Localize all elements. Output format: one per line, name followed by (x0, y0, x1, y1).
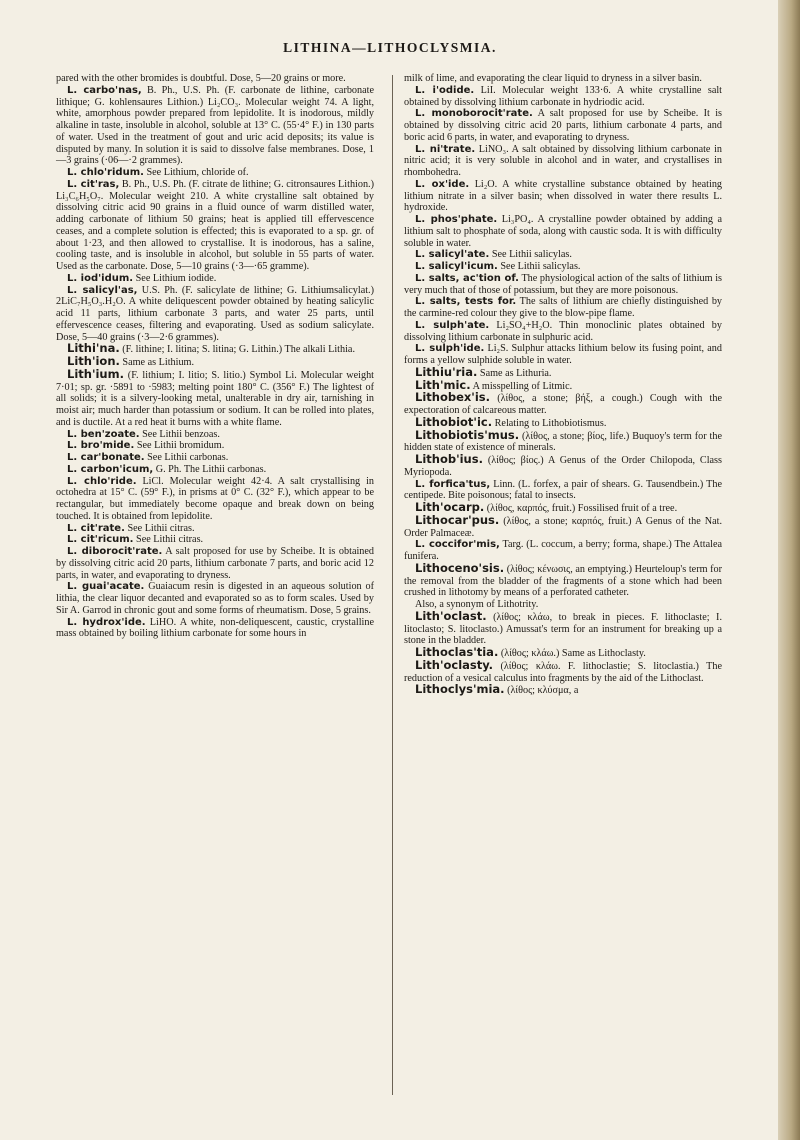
entry-headword: Lithiu'ria. (415, 364, 478, 379)
entry-headword: L. salts, ac'tion of. (415, 272, 519, 284)
entry-headword: L. chlo'ride. (67, 475, 137, 487)
dictionary-entry (404, 684, 722, 697)
entry-headword: L. ben'zoate. (67, 428, 140, 440)
entry-headword: Lith'mic. (415, 377, 471, 392)
entry-headword: L. sulph'ide. (415, 343, 485, 355)
entry-headword: L. diborocit'rate. (67, 546, 163, 557)
entry-text: (λίθος; κλύσμα, a (504, 685, 579, 697)
entry-headword: L. salicyl'ate. (415, 249, 490, 261)
entry-headword: Lith'oclasty. (415, 657, 494, 672)
entry-text: A salt proposed for use by Scheibe. It is obtained by dissolving citric acid 20 parts, lithium carbonate 7 parts, and boric acid 12 parts, in water, and evaporating to dryness. (56, 546, 375, 581)
entry-text: A salt proposed for use by Scheibe. It is obtained by dissolving citric acid 20 parts, lithium carbonate 4 parts, and boric acid 6 parts, in water, and evaporating to dryness. (404, 108, 723, 143)
dictionary-entry (56, 440, 374, 452)
entry-text: (λίθος, καρπός, fruit.) Fossilised fruit of a tree. (484, 503, 678, 514)
dictionary-entry (404, 657, 722, 685)
dictionary-entry (404, 73, 722, 85)
dictionary-entry (56, 273, 374, 285)
entry-text: See Lithii benzoas. (139, 428, 220, 440)
entry-text: Relating to Lithobiotismus. (492, 417, 607, 429)
dictionary-entry (56, 179, 374, 273)
entry-headword: L. chlo'ridum. (67, 167, 144, 178)
entry-text: A misspelling of Litmic. (470, 380, 573, 392)
dictionary-entry (56, 429, 374, 441)
dictionary-entry (404, 560, 722, 599)
entry-headword: L. ox'ide. (415, 178, 470, 190)
entry-headword: Lithobiot'ic. (415, 414, 493, 429)
entry-text: Li₃PO₄. A crystalline powder obtained by adding a lithium salt to phosphate of soda, along with caustic soda. It is with difficulty soluble in water. (404, 214, 722, 249)
entry-headword: L. phos'phate. (415, 214, 498, 225)
dictionary-entry (56, 167, 374, 179)
entry-text: (F. lithine; I. litina; S. litina; G. Lithin.) The alkali Lithia. (119, 344, 355, 356)
page-edge-shadow (778, 0, 800, 1140)
entry-text: (λίθος; κλάω.) Same as Lithoclasty. (498, 648, 646, 659)
entry-text: See Lithii salicylas. (497, 261, 581, 272)
entry-text: (λίθος; κένωσις, an emptying.) Heurteloup's term for the removal from the bladder of the fragments of a stone which had been crushed in lithotomy by means of a perforated catheter. (404, 563, 722, 599)
dictionary-entry (56, 85, 374, 167)
entry-text: U.S. Ph. (F. salicylate de lithine; G. Lithiumsalicylat.) 2LiC₇H₅O₃.H₂O. A white deliquescent powder obtained by heating salicylic acid 11 parts, lithium carbonate 3 parts, and water 25 parts, until effervescence ceases, filtering and evaporating. Used as sodium salicylate. Dose, 5—40 grains (·3—2·6 grammes). (56, 284, 374, 343)
dictionary-entry (56, 452, 374, 464)
entry-text: (λίθος, a stone; βήξ, a cough.) Cough with the expectoration of calcareous matter. (404, 393, 722, 416)
entry-text: LiHO. A white, non-deliquescent, caustic, crystalline mass obtained by boiling lithium carbonate for some hours in (56, 616, 374, 640)
dictionary-entry (404, 454, 722, 479)
dictionary-entry (404, 512, 722, 540)
entry-text: (λίθος; κλάω, to break in pieces. F. lithoclaste; I. litoclasto; S. litoclasto.) Amussat's term for an instrument for breaking up a stone in the bladder. (404, 611, 722, 647)
dictionary-entry (404, 261, 722, 273)
entry-text: Same as Lithuria. (477, 367, 552, 379)
entry-headword: L. forfica'tus, (415, 478, 491, 490)
entry-text: (λίθος, a stone; βίος, life.) Buquoy's term for the hidden state of existence of minerals. (404, 430, 722, 454)
entry-headword: Lith'ocarp. (415, 500, 485, 514)
entry-text: B. Ph., U.S. Ph. (F. citrate de lithine; G. citronsaures Lithion.) Li₃C₆H₅O₇. Molecular weight 210. A white crystalline salt obtained by dissolving citric acid 90 grains in a fluid ounce of warm distilled water, adding carbonate of lithium 50 grains; heat is applied till effervescence ceases, and a complete solution is effected; this is evaporated to a sp. gr. of about 1·23, and then allowed to crystallise. It is inodorous, has a saline, cooling taste, and is insoluble in alcohol, but soluble in 55 parts of water. Used as the carbonate. Dose, 5—10 grains (·3—·65 gramme). (56, 178, 374, 272)
entry-headword: Lith'ion. (67, 354, 120, 368)
entry-headword: L. salts, tests for. (415, 296, 517, 308)
entry-headword: L. hydrox'ide. (67, 616, 146, 628)
entry-text: (F. lithium; I. litio; S. litio.) Symbol Li. Molecular weight 7·01; sp. gr. ·5891 to ·5983; melting point 180° C. (356° F.) The lightest of all solids; it is a silvery-looking metal, unalterable in dry air, tarnishing in moist air; much harder than potassium or sodium. It can be rolled into plates, and is ductile. At a red heat it burns with a white flame. (56, 369, 374, 428)
entry-text: milk of lime, and evaporating the clear liquid to dryness in a silver basin. (404, 73, 702, 84)
entry-text: Li₂SO₄+H₂O. Thin monoclinic plates obtained by dissolving lithium carbonate in sulphuric acid. (404, 319, 722, 343)
entry-headword: L. carbo'nas, (67, 84, 142, 96)
entry-headword: L. salicyl'as, (67, 284, 138, 296)
entry-text: LiNO₃. A salt obtained by dissolving lithium carbonate in nitric acid; it is very soluble in alcohol and in water, and crystallises in rhombohedra. (404, 143, 722, 178)
entry-text: Targ. (L. coccum, a berry; forma, shape.) The Attalea funifera. (404, 539, 722, 562)
dictionary-entry (56, 464, 374, 476)
dictionary-entry (56, 73, 374, 85)
entry-headword: L. car'bonate. (67, 452, 145, 463)
dictionary-entry (404, 249, 722, 261)
entry-text: LiCl. Molecular weight 42·4. A salt crystallising in octohedra at 15° C. (59° F.), in prisms at 0° C. (32° F.), which appear to be rectangular, but immediately become opaque and break down on being touched. It is obtained from lepidolite. (56, 475, 374, 522)
entry-headword: Lith'ium. (67, 366, 124, 381)
entry-text: Li₂O. A white crystalline substance obtained by heating lithium nitrate in a silver basin; when dissolved in water there results L. hydroxide. (404, 178, 723, 214)
dictionary-entry (404, 144, 722, 179)
dictionary-entry (404, 214, 722, 249)
entry-text: See Lithii salicylas. (489, 249, 572, 261)
dictionary-entry (404, 320, 722, 344)
entry-text: See Lithii carbonas. (144, 452, 229, 463)
entry-text: See Lithii citras. (133, 534, 204, 546)
dictionary-entry (404, 608, 722, 647)
entry-headword: L. i'odide. (415, 84, 475, 96)
dictionary-entry (56, 534, 374, 546)
dictionary-entry (404, 479, 722, 503)
dictionary-entry (404, 392, 722, 417)
entry-headword: L. bro'mide. (67, 440, 135, 452)
left-column (56, 73, 374, 640)
entry-text: See Lithium iodide. (133, 272, 217, 284)
entry-text: Also, a synonym of Lithotrity. (415, 599, 539, 610)
entry-headword: L. sulph'ate. (415, 319, 490, 331)
entry-text: G. Ph. The Lithii carbonas. (153, 463, 267, 475)
dictionary-entry (56, 523, 374, 535)
entry-headword: L. cit'rate. (67, 522, 125, 534)
dictionary-entry (56, 285, 374, 344)
dictionary-entry (56, 617, 374, 641)
dictionary-entry (56, 476, 374, 523)
entry-text: (λίθος; βίος.) A Genus of the Order Chilopoda, Class Myriopoda. (404, 455, 722, 478)
entry-text: LiI. Molecular weight 133·6. A white crystalline salt obtained by dissolving lithium carbonate in hydriodic acid. (404, 84, 723, 108)
entry-text: Guaiacum resin is digested in an aqueous solution of lithia, the clear liquor decanted and evaporated so as to form scales. Used by Sir A. Garrod in chronic gout and some forms of rheumatism. Dose, 5 grains. (56, 581, 375, 616)
dictionary-entry (56, 581, 374, 616)
entry-text: See Lithium, chloride of. (143, 167, 249, 178)
entry-text: pared with the other bromides is doubtful. Dose, 5—20 grains or more. (56, 73, 346, 84)
dictionary-entry (404, 296, 722, 320)
entry-headword: Lithoceno'sis. (415, 560, 505, 575)
right-column (404, 73, 722, 697)
entry-text: Same as Lithium. (119, 357, 195, 368)
dictionary-entry (404, 85, 722, 109)
entry-text: Li₂S. Sulphur attacks lithium below its fusing point, and forms a yellow sulphide soluble in water. (404, 343, 722, 366)
entry-headword: L. cit'ras, (67, 178, 120, 190)
entry-headword: L. ni'trate. (415, 143, 476, 155)
entry-text: B. Ph., U.S. Ph. (F. carbonate de lithine, carbonate lithique; G. kohlensaures Lithion.) Li₂CO₃. Molecular weight 74. A light, white, amorphous powder prepared from lepidolite. It is inodorous, mildly alkaline in taste, insoluble in alcohol, soluble at 13° C. (55·4° F.) in 130 parts of water. Used in the treatment of gout and uric acid deposits; its value is disputed by many. In solution it is said to dissolve false membranes. Dose, 1—3 grains (·06—·2 grammes). (56, 84, 374, 167)
column-divider (392, 75, 393, 1095)
entry-headword: Lithobiotis'mus. (415, 427, 520, 442)
dictionary-entry (56, 366, 374, 429)
entry-headword: L. coccifor'mis, (415, 539, 500, 551)
dictionary-entry (404, 273, 722, 297)
dictionary-entry (404, 108, 722, 143)
entry-headword: L. guai'acate. (67, 581, 145, 593)
dictionary-entry (404, 343, 722, 367)
entry-headword: Lithobex'is. (415, 390, 490, 405)
dictionary-entry (404, 539, 722, 563)
entry-headword: L. cit'ricum. (67, 534, 134, 546)
entry-headword: L. carbon'icum, (67, 463, 154, 475)
entry-text: (λίθος; κλάω. F. lithoclastie; S. litoclastia.) The reduction of a vesical calculus into fragments by the aid of the Lithoclast. (404, 660, 722, 684)
entry-text: The physiological action of the salts of lithium is very much that of those of potassium, but they are more poisonous. (404, 272, 722, 296)
entry-text: See Lithii citras. (124, 522, 195, 534)
entry-headword: Lith'oclast. (415, 608, 487, 623)
entry-headword: Lithocar'pus. (415, 512, 500, 527)
entry-text: (λίθος, a stone; καρπός, fruit.) A Genus of the Nat. Order Palmaceæ. (404, 515, 722, 539)
entry-headword: L. salicyl'icum. (415, 261, 498, 272)
entry-headword: Lithoclas'tia. (415, 645, 499, 659)
dictionary-entry (56, 546, 374, 581)
entry-headword: Lithob'ius. (415, 452, 483, 466)
page-header: LITHINA—LITHOCLYSMIA. (283, 40, 497, 55)
entry-text: Linn. (L. forfex, a pair of shears. G. Tausendbein.) The centipede. Bite poisonous; fatal to insects. (404, 478, 722, 502)
entry-headword: Lithoclys'mia. (415, 682, 505, 697)
dictionary-entry (404, 427, 722, 455)
entry-text: The salts of lithium are chiefly distinguished by the carmine-red colour they give to the blow-pipe flame. (404, 296, 723, 319)
entry-text: See Lithii bromidum. (134, 440, 225, 452)
entry-headword: Lithi'na. (67, 341, 120, 356)
dictionary-entry (404, 179, 722, 214)
entry-headword: L. iod'idum. (67, 272, 134, 284)
entry-headword: L. monoborocit'rate. (415, 108, 533, 120)
